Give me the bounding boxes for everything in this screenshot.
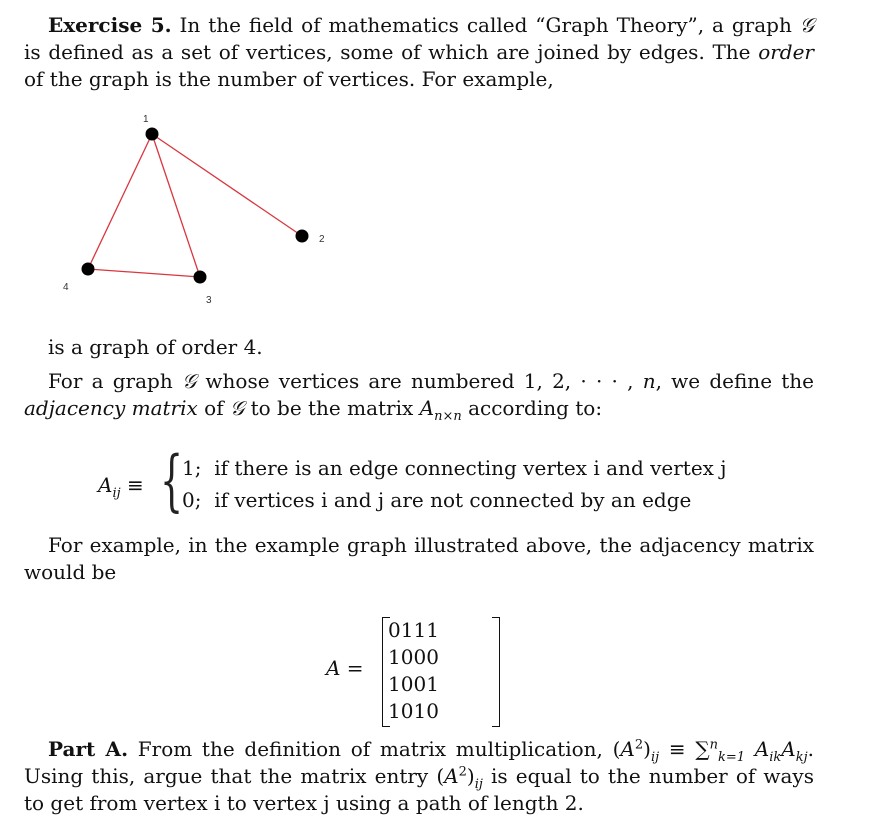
order-term: order — [758, 40, 814, 64]
matrix-row — [388, 644, 439, 671]
cases-brace: { — [160, 442, 184, 519]
graph-symbol: 𝒢 — [181, 369, 197, 393]
matrix-lhs: A = — [326, 656, 364, 680]
matrix-cell: 0 — [426, 699, 439, 723]
matrix-cell: 0 — [400, 672, 414, 696]
matrix-row — [388, 671, 439, 698]
graph-symbol: 𝒢 — [799, 13, 815, 37]
matrix-cell: 1 — [426, 672, 439, 696]
order-sentence: is a graph of order 4. — [48, 335, 263, 359]
adjacency-definition: For a graph 𝒢 whose vertices are numbered 1, 2, · · · , n, we define the adjacency matrix of 𝒢 to be the matrix $A_{n\times n}$ according to: — [24, 369, 815, 424]
matrix-row — [388, 617, 439, 644]
adjacency-term: adjacency matrix — [24, 396, 198, 420]
intro-paragraph: Exercise 5. In the field of mathematics called “Graph Theory”, a graph 𝒢 is defined as a set of vertices, some of which are joined by edges. The order of the graph is the number of vertices. For example, — [24, 13, 815, 91]
matrix-cell: 1 — [413, 618, 427, 642]
matrix-right-bracket — [492, 617, 500, 727]
matrix-cell: 1 — [426, 618, 439, 642]
matrix-cell: 0 — [413, 672, 427, 696]
graph-edge-1-3 — [152, 134, 200, 277]
matrix-row — [388, 698, 439, 725]
graph-symbol: 𝒢 — [229, 396, 245, 420]
matrix-cell: 1 — [413, 699, 427, 723]
case-row-2: 0; if vertices i and j are not connected by an edge — [182, 488, 692, 512]
graph-vertex-4 — [82, 263, 95, 276]
part-a-heading: Part A. — [48, 737, 129, 761]
part-a-paragraph: Part A. From the definition of matrix multiplication, $(A^2)_{ij} \equiv \sum^n_{k=1}$ $A_{ik}A_{kj}$. Using this, argue that the matrix entry $(A^2)_{ij}$ is equal to the number of ways to get from vertex i to vertex j using a path of length 2. — [24, 737, 815, 815]
matrix-cell: 0 — [388, 618, 401, 642]
graph-vertex-2 — [296, 230, 309, 243]
graph-edge-1-2 — [152, 134, 302, 236]
graph-edge-1-4 — [88, 134, 152, 269]
case-row-1: 1; if there is an edge connecting vertex i and vertex j — [182, 456, 727, 480]
matrix-cell: 0 — [426, 645, 439, 669]
matrix-cell: 0 — [413, 645, 427, 669]
graph-vertex-label-3: 3 — [206, 295, 212, 306]
graph-edge-3-4 — [88, 269, 200, 277]
matrix-cell: 1 — [388, 645, 401, 669]
graph-vertex-label-1: 1 — [143, 114, 149, 125]
example-graph — [40, 110, 340, 310]
graph-edges — [88, 134, 302, 277]
exercise-heading: Exercise 5. — [48, 13, 172, 37]
cases-lhs: $A_{ij}$ ≡ — [98, 473, 144, 501]
matrix-cell: 1 — [388, 699, 401, 723]
matrix-cell: 1 — [400, 618, 414, 642]
example-text: For example, in the example graph illustrated above, the adjacency matrix would be — [24, 533, 814, 584]
graph-vertex-label-2: 2 — [319, 234, 325, 245]
matrix-cell: 0 — [400, 645, 414, 669]
graph-vertex-label-4: 4 — [63, 282, 69, 293]
graph-vertex-1 — [146, 128, 159, 141]
matrix-cell: 1 — [388, 672, 401, 696]
matrix-cell: 0 — [400, 699, 414, 723]
graph-vertex-3 — [194, 271, 207, 284]
matrix-table — [388, 617, 439, 725]
